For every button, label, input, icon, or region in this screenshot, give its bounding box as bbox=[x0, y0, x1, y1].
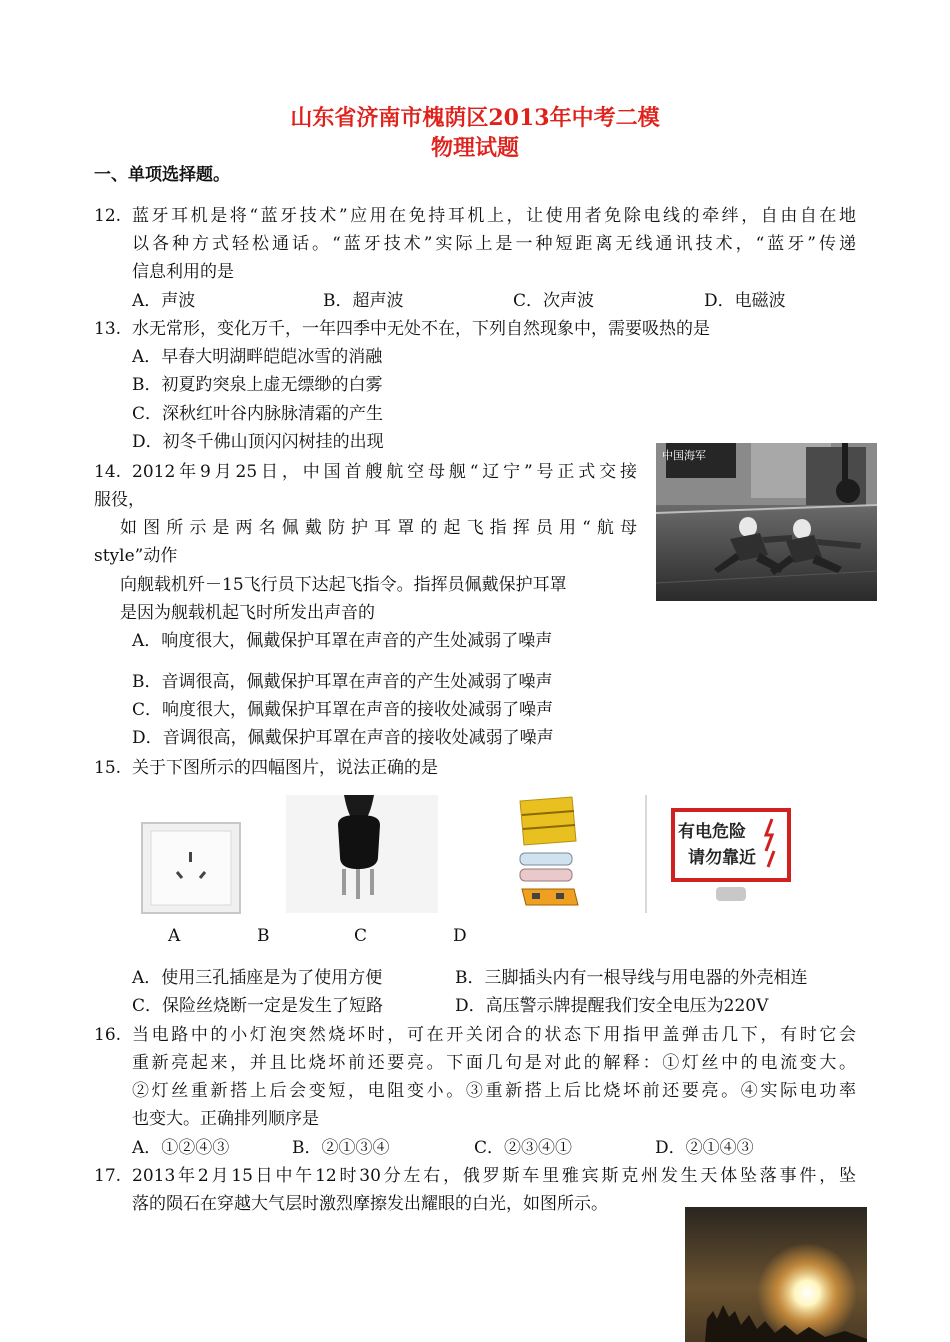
q14-option-c[interactable]: C．响度很大，佩戴保护耳罩在声音的接收处减弱了噪声 bbox=[132, 700, 554, 720]
q16-line-1: 当电路中的小灯泡突然烧坏时，可在开关闭合的状态下用指甲盖弹击几下，有时它会 bbox=[132, 1025, 856, 1045]
carrier-photo-drawing bbox=[656, 443, 877, 601]
q15-option-d[interactable]: D．高压警示牌提醒我们安全电压为220V bbox=[455, 996, 769, 1016]
warning-sign-image bbox=[670, 807, 792, 905]
page-subtitle: 物理试题 bbox=[430, 135, 519, 161]
meteor-drawing bbox=[685, 1207, 867, 1342]
q15-option-b[interactable]: B．三脚插头内有一根导线与用电器的外壳相连 bbox=[455, 968, 808, 988]
q17-number: 17. bbox=[94, 1166, 122, 1186]
q13-option-a[interactable]: A．早春大明湖畔皑皑冰雪的消融 bbox=[132, 347, 383, 367]
plug-image bbox=[286, 795, 438, 913]
q12-option-d[interactable]: D．电磁波 bbox=[704, 291, 786, 311]
q14-line-3: 如图所示是两名佩戴防护耳罩的起飞指挥员用“航母 bbox=[120, 518, 637, 538]
q16-number: 16. bbox=[94, 1025, 122, 1045]
q14-line-6: 是因为舰载机起飞时所发出声音的 bbox=[120, 603, 375, 623]
q14-line-2: 服役， bbox=[94, 490, 145, 510]
fuse-image bbox=[516, 793, 582, 913]
q12-option-a[interactable]: A．声波 bbox=[132, 291, 196, 311]
plug-drawing bbox=[286, 795, 438, 913]
section-heading: 一、单项选择题。 bbox=[94, 165, 230, 185]
q14-line-4: style”动作 bbox=[94, 546, 178, 566]
photo-watermark: 中国海军 bbox=[662, 449, 706, 462]
q14-line-1: 2012年9月25日，中国首艘航空母舰“辽宁”号正式交接 bbox=[132, 462, 637, 482]
q16-option-b[interactable]: B．②①③④ bbox=[292, 1138, 390, 1158]
q16-line-2: 重新亮起来，并且比烧坏前还要亮。下面几句是对此的解释：①灯丝中的电流变大。 bbox=[132, 1053, 856, 1073]
carrier-photo bbox=[656, 443, 877, 601]
q12-option-b[interactable]: B．超声波 bbox=[323, 291, 404, 311]
q13-stem: 水无常形，变化万千，一年四季中无处不在，下列自然现象中，需要吸热的是 bbox=[132, 319, 710, 339]
meteor-photo bbox=[685, 1207, 867, 1342]
q17-line-1: 2013年2月15日中午12时30分左右，俄罗斯车里雅宾斯克州发生天体坠落事件，坠 bbox=[132, 1166, 856, 1186]
q15-option-c[interactable]: C．保险丝烧断一定是发生了短路 bbox=[132, 996, 384, 1016]
q12-number: 12. bbox=[94, 206, 122, 226]
sign-text-1: 有电危险 bbox=[678, 822, 746, 842]
image-label-d: D bbox=[453, 926, 467, 946]
q14-option-a[interactable]: A．响度很大，佩戴保护耳罩在声音的产生处减弱了噪声 bbox=[132, 631, 553, 651]
sign-text-2: 请勿靠近 bbox=[688, 848, 756, 868]
image-label-a: A bbox=[168, 926, 181, 946]
page-title: 山东省济南市槐荫区2013年中考二模 bbox=[290, 105, 660, 131]
fuse-drawing bbox=[516, 793, 582, 913]
socket-image bbox=[141, 822, 241, 914]
q13-option-b[interactable]: B．初夏趵突泉上虚无缥缈的白雾 bbox=[132, 375, 383, 395]
q15-option-a[interactable]: A．使用三孔插座是为了使用方便 bbox=[132, 968, 383, 988]
q16-line-3: ②灯丝重新搭上后会变短，电阻变小。③重新搭上后比烧坏前还要亮。④实际电功率 bbox=[132, 1081, 856, 1101]
image-label-b: B bbox=[257, 926, 270, 946]
q15-stem: 关于下图所示的四幅图片，说法正确的是 bbox=[132, 758, 438, 778]
socket-drawing bbox=[141, 822, 241, 914]
q14-line-5: 向舰载机歼－15飞行员下达起飞指令。指挥员佩戴保护耳罩 bbox=[120, 575, 567, 595]
q13-number: 13. bbox=[94, 319, 122, 339]
q16-option-a[interactable]: A．①②④③ bbox=[132, 1138, 230, 1158]
q12-line-3: 信息利用的是 bbox=[132, 262, 234, 282]
q14-option-d[interactable]: D．音调很高，佩戴保护耳罩在声音的接收处减弱了噪声 bbox=[132, 728, 554, 748]
q15-number: 15. bbox=[94, 758, 122, 778]
q17-line-2: 落的陨石在穿越大气层时激烈摩擦发出耀眼的白光，如图所示。 bbox=[132, 1194, 608, 1214]
q14-number: 14. bbox=[94, 462, 122, 482]
q13-option-c[interactable]: C．深秋红叶谷内脉脉清霜的产生 bbox=[132, 404, 384, 424]
q16-option-d[interactable]: D．②①④③ bbox=[655, 1138, 754, 1158]
image-label-c: C bbox=[354, 926, 368, 946]
q12-line-2: 以各种方式轻松通话。“蓝牙技术”实际上是一种短距离无线通讯技术，“蓝牙”传递 bbox=[132, 234, 856, 254]
q12-line-1: 蓝牙耳机是将“蓝牙技术”应用在免持耳机上，让使用者免除电线的牵绊，自由自在地 bbox=[132, 206, 856, 226]
q14-option-b[interactable]: B．音调很高，佩戴保护耳罩在声音的产生处减弱了噪声 bbox=[132, 672, 553, 692]
q16-line-4: 也变大。正确排列顺序是 bbox=[132, 1109, 319, 1129]
q13-option-d[interactable]: D．初冬千佛山顶闪闪树挂的出现 bbox=[132, 432, 384, 452]
q12-option-c[interactable]: C．次声波 bbox=[513, 291, 595, 311]
q16-option-c[interactable]: C．②③④① bbox=[474, 1138, 573, 1158]
divider bbox=[645, 795, 647, 913]
